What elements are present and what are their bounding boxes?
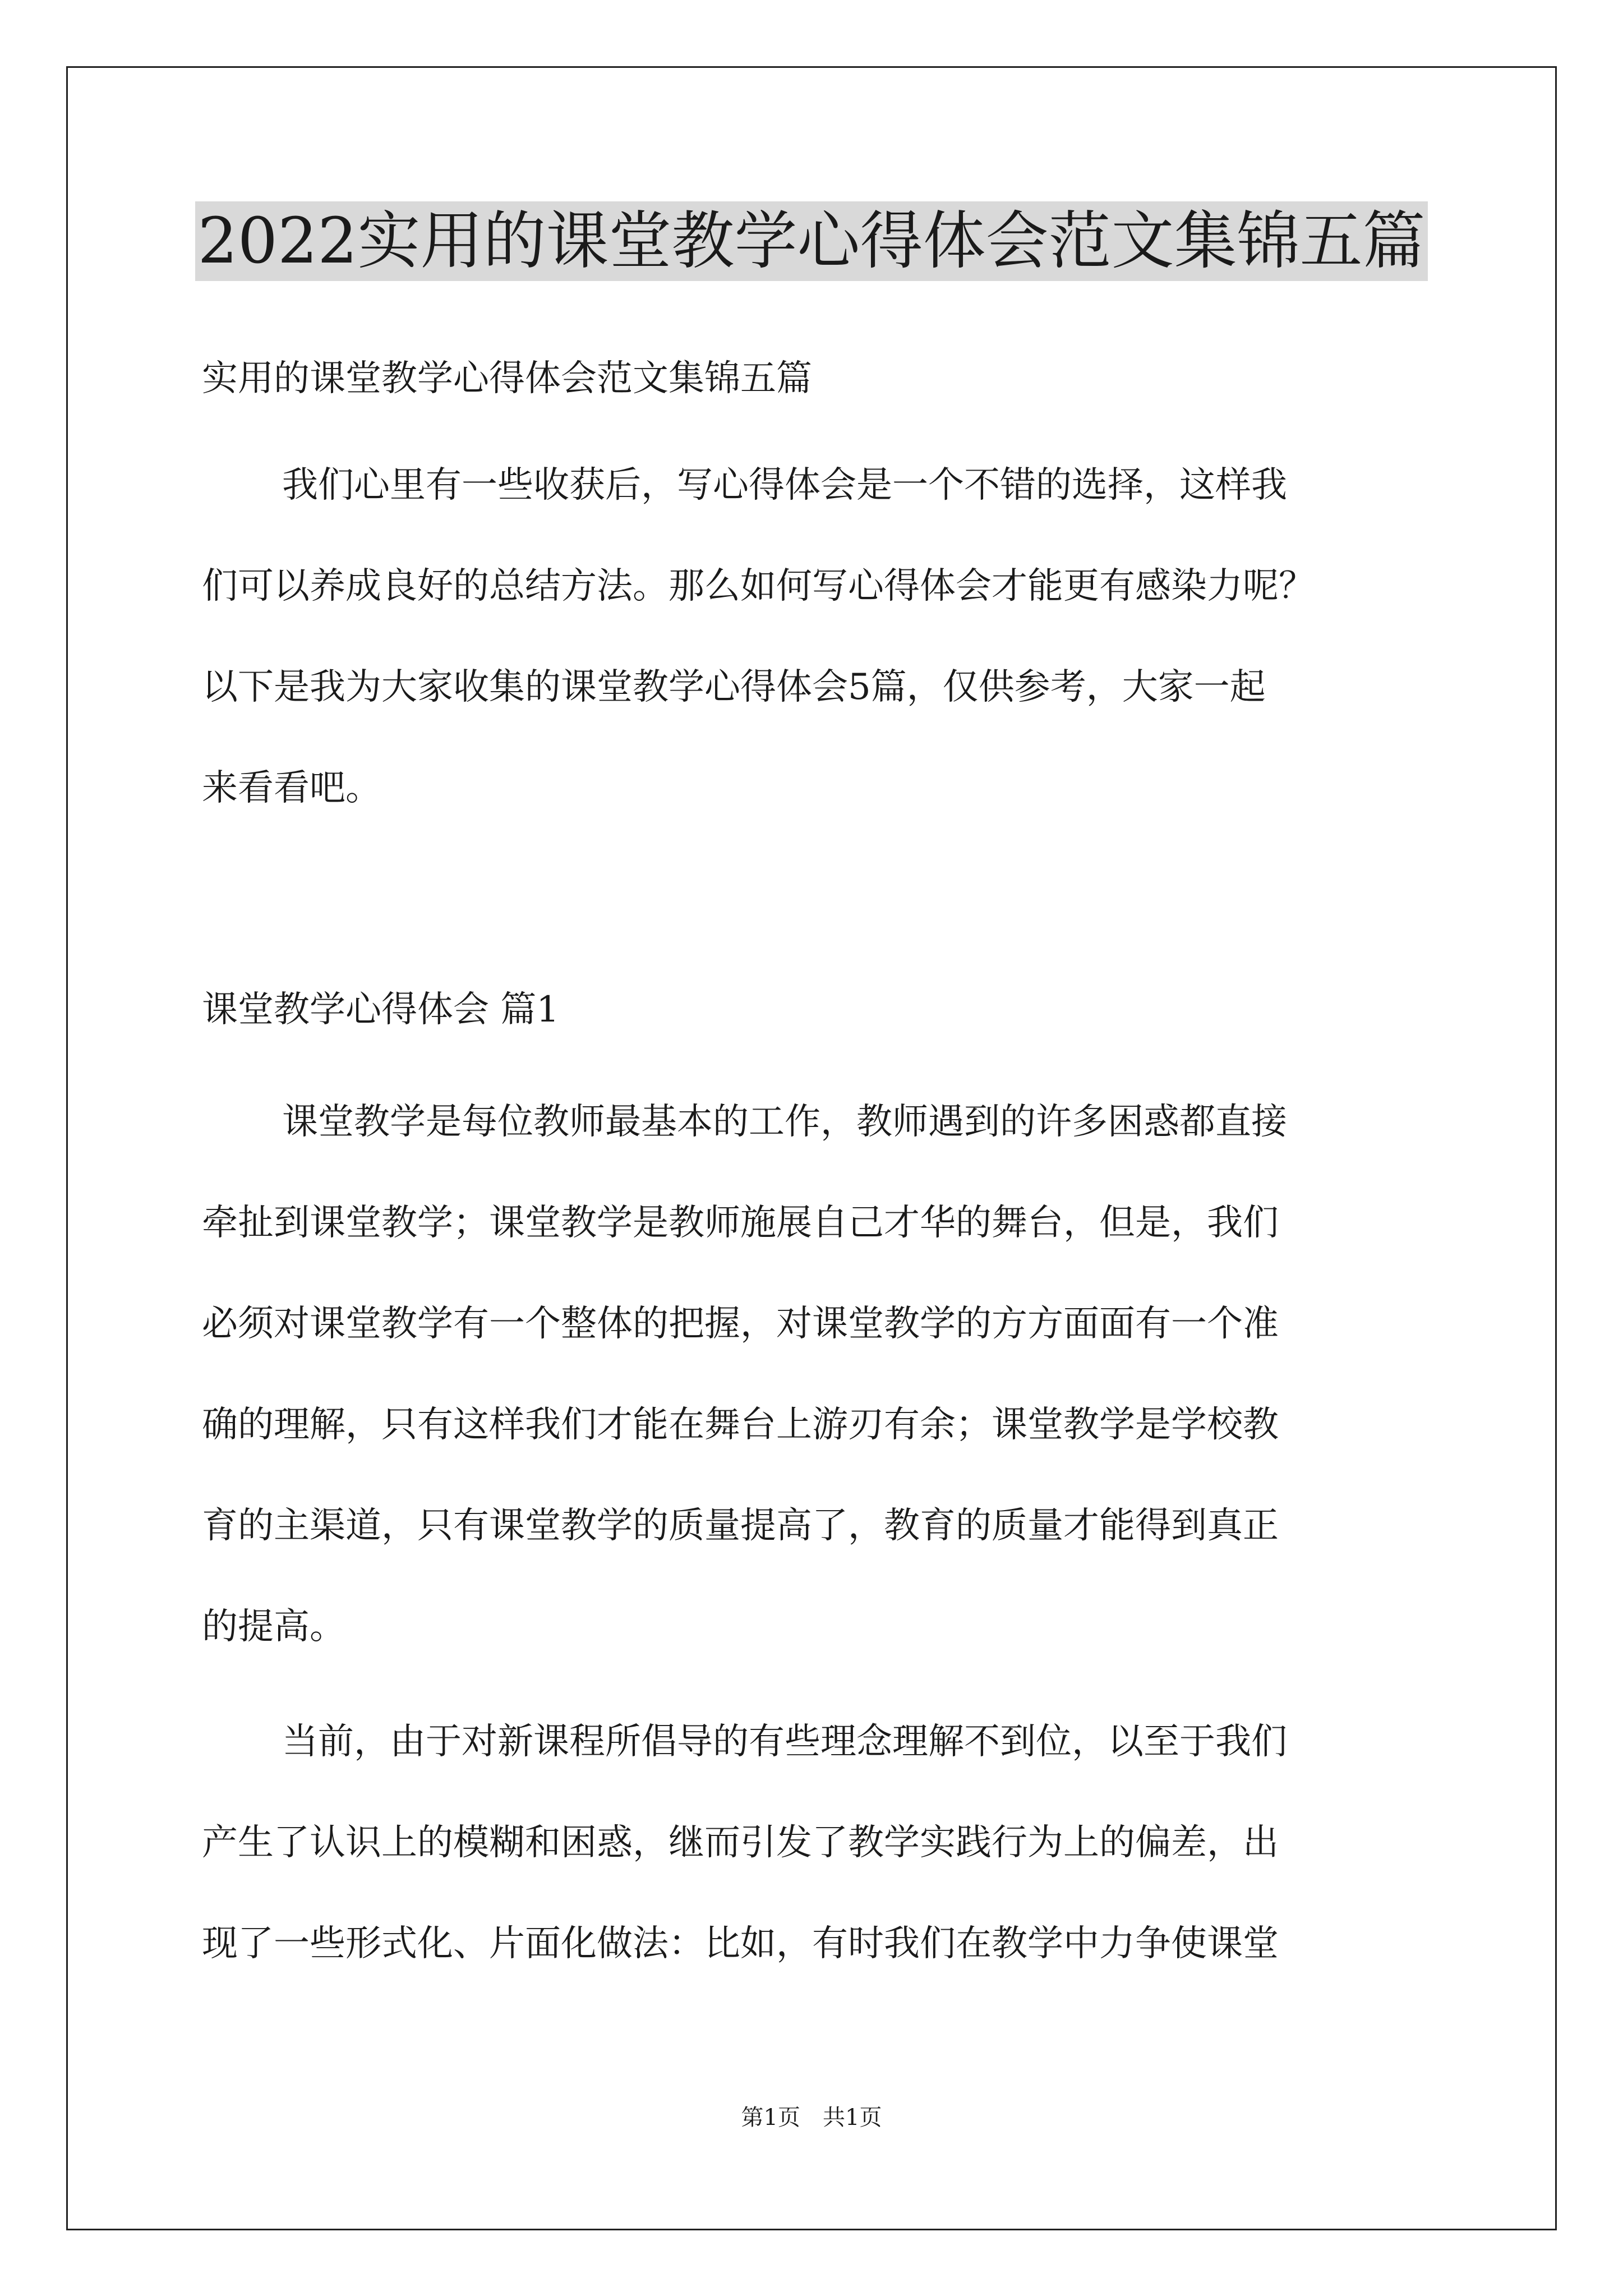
paragraph-line: 现了一些形式化、片面化做法：比如，有时我们在教学中力争使课堂 bbox=[202, 1923, 1279, 1964]
document-title bbox=[0, 199, 1623, 283]
document-title-text: 2022实用的课堂教学心得体会范文集锦五篇 bbox=[195, 201, 1427, 281]
intro-line: 们可以养成良好的总结方法。那么如何写心得体会才能更有感染力呢？ bbox=[202, 565, 1315, 607]
intro-line: 来看看吧。 bbox=[202, 767, 381, 809]
paragraph-line: 的提高。 bbox=[202, 1606, 345, 1648]
paragraph-line: 课堂教学是每位教师最基本的工作，教师遇到的许多困惑都直接 bbox=[282, 1101, 1287, 1143]
paragraph-line: 育的主渠道，只有课堂教学的质量提高了，教育的质量才能得到真正 bbox=[202, 1505, 1279, 1547]
paragraph-line: 确的理解，只有这样我们才能在舞台上游刃有余；课堂教学是学校教 bbox=[202, 1404, 1279, 1446]
intro-line: 以下是我为大家收集的课堂教学心得体会5篇，仅供参考，大家一起 bbox=[202, 666, 1266, 708]
paragraph-line: 产生了认识上的模糊和困惑，继而引发了教学实践行为上的偏差，出 bbox=[202, 1822, 1279, 1864]
section-heading: 课堂教学心得体会 篇1 bbox=[202, 989, 560, 1030]
paragraph-line: 当前，由于对新课程所倡导的有些理念理解不到位，以至于我们 bbox=[282, 1721, 1287, 1763]
page-footer bbox=[0, 2101, 1623, 2134]
paragraph-line: 牵扯到课堂教学；课堂教学是教师施展自己才华的舞台，但是，我们 bbox=[202, 1202, 1279, 1244]
paragraph-line: 必须对课堂教学有一个整体的把握，对课堂教学的方方面面有一个准 bbox=[202, 1303, 1279, 1345]
intro-line: 我们心里有一些收获后，写心得体会是一个不错的选择，这样我 bbox=[282, 464, 1287, 506]
document-subtitle: 实用的课堂教学心得体会范文集锦五篇 bbox=[202, 358, 812, 399]
page-number: 第1页 共1页 bbox=[741, 2105, 882, 2131]
